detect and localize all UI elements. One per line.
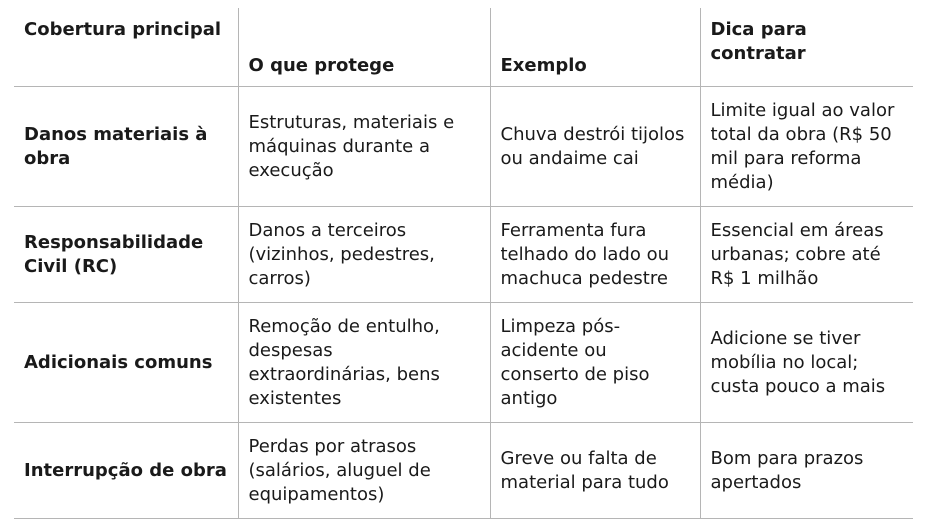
cell-example: Ferramenta fura telhado do lado ou machuca pedestre: [490, 207, 700, 303]
cell-protects: Estruturas, materiais e máquinas durante a execução: [238, 87, 490, 207]
cell-tip: Limite igual ao valor total da obra (R$ 50 mil para reforma média): [700, 87, 913, 207]
cell-protects: Perdas por atrasos (salários, aluguel de equipamentos): [238, 423, 490, 519]
cell-tip: Bom para prazos apertados: [700, 423, 913, 519]
header-protects: O que protege: [238, 8, 490, 87]
coverage-table: [14, 8, 913, 519]
cell-tip: Essencial em áreas urbanas; cobre até R$ 1 milhão: [700, 207, 913, 303]
cell-coverage: Adicionais comuns: [14, 303, 238, 423]
header-tip: Dica para contratar: [700, 8, 913, 87]
table-row: [14, 207, 913, 303]
coverage-table-container: [14, 8, 913, 509]
cell-protects: Danos a terceiros (vizinhos, pedestres, carros): [238, 207, 490, 303]
cell-example: Chuva destrói tijolos ou andaime cai: [490, 87, 700, 207]
table-header-row: [14, 8, 913, 87]
header-example: Exemplo: [490, 8, 700, 87]
cell-coverage: Responsabilidade Civil (RC): [14, 207, 238, 303]
cell-example: Greve ou falta de material para tudo: [490, 423, 700, 519]
table-row: [14, 303, 913, 423]
header-coverage: Cobertura principal: [14, 8, 238, 87]
table-row: [14, 423, 913, 519]
cell-example: Limpeza pós-acidente ou conserto de piso antigo: [490, 303, 700, 423]
cell-coverage: Danos materiais à obra: [14, 87, 238, 207]
cell-coverage: Interrupção de obra: [14, 423, 238, 519]
table-row: [14, 87, 913, 207]
cell-tip: Adicione se tiver mobília no local; custa pouco a mais: [700, 303, 913, 423]
cell-protects: Remoção de entulho, despesas extraordinárias, bens existentes: [238, 303, 490, 423]
